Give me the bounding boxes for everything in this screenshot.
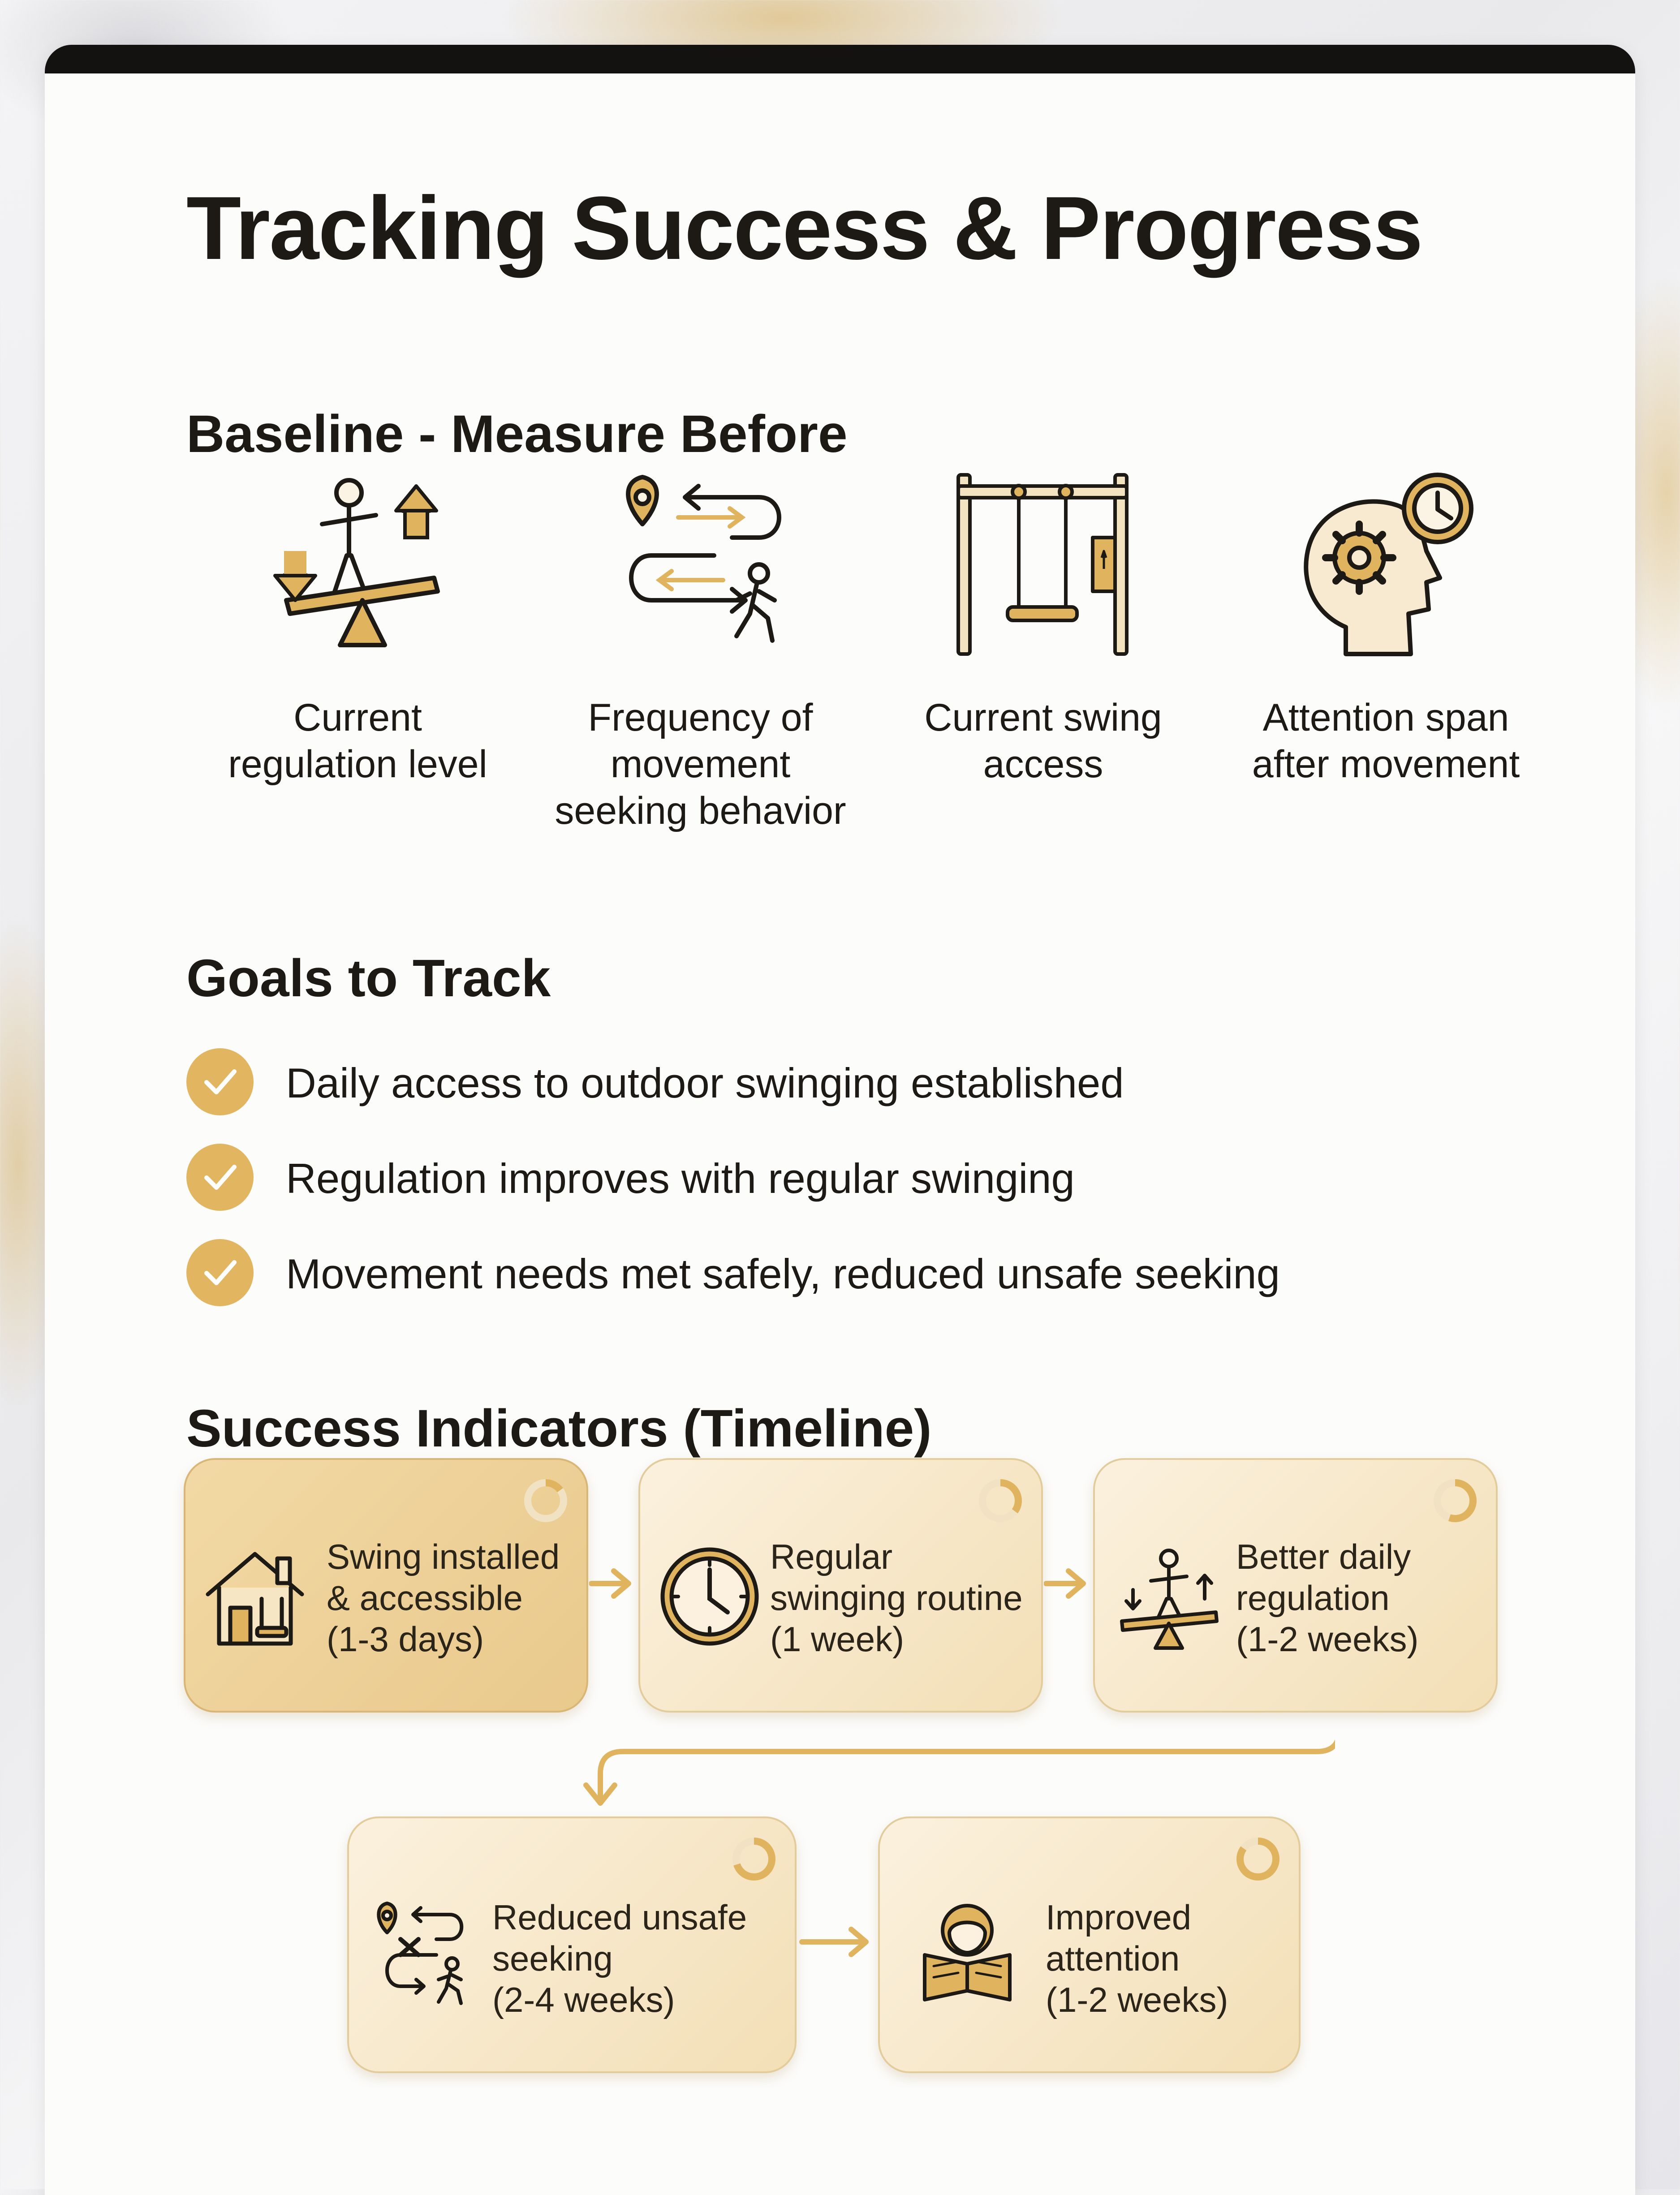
baseline-label: Frequency of movement seeking behavior <box>555 696 846 832</box>
timeline-step-text: Reduced unsafe seeking (2-4 weeks) <box>492 1898 747 2019</box>
check-icon <box>186 1144 254 1211</box>
baseline-item-movement-frequency <box>529 466 872 834</box>
progress-ring <box>521 1476 570 1525</box>
flow-arrow <box>797 1924 874 1960</box>
baseline-item-regulation <box>186 466 529 788</box>
clock-icon <box>654 1541 766 1653</box>
timeline-step-text: Regular swinging routine (1 week) <box>770 1537 1023 1659</box>
check-icon <box>186 1048 254 1115</box>
baseline-item-swing-access <box>872 466 1215 788</box>
flow-arrow <box>1044 1566 1089 1601</box>
unsafe-seeking-reduced-icon <box>369 1897 481 2009</box>
infographic-card <box>45 45 1635 2195</box>
goal-item <box>186 1239 1530 1306</box>
balance-seesaw-icon <box>255 466 461 663</box>
top-bar <box>45 45 1635 73</box>
baseline-item-attention-span <box>1215 466 1557 788</box>
head-gear-clock-icon <box>1283 466 1489 663</box>
timeline-step <box>1093 1458 1498 1713</box>
baseline-grid <box>186 466 1557 869</box>
movement-path-icon <box>598 466 804 663</box>
house-swing-icon <box>199 1541 311 1653</box>
progress-ring <box>1430 1476 1480 1525</box>
goal-text: Daily access to outdoor swinging established <box>286 1059 1124 1106</box>
progress-ring <box>1233 1834 1283 1884</box>
timeline-step-text: Better daily regulation (1-2 weeks) <box>1236 1537 1419 1659</box>
balance-seesaw-icon <box>1113 1541 1225 1653</box>
flow-arrow <box>589 1566 634 1601</box>
page-title: Tracking Success & Progress <box>186 178 1422 278</box>
timeline-step-text: Swing installed & accessible (1-3 days) <box>327 1537 560 1659</box>
baseline-heading: Baseline - Measure Before <box>186 405 848 464</box>
baseline-label: Current swing access <box>924 696 1162 786</box>
baseline-label: Attention span after movement <box>1252 696 1520 786</box>
goal-text: Movement needs met safely, reduced unsafe seeking <box>286 1250 1280 1297</box>
baseline-label: Current regulation level <box>228 696 487 786</box>
swing-set-icon <box>940 466 1146 663</box>
goal-item <box>186 1144 1530 1211</box>
timeline-step <box>184 1458 588 1713</box>
reading-child-icon <box>911 1897 1023 2009</box>
goals-heading: Goals to Track <box>186 949 551 1008</box>
flow-connector-arrow <box>573 1713 1335 1816</box>
timeline-heading: Success Indicators (Timeline) <box>186 1399 932 1458</box>
timeline-step-text: Improved attention (1-2 weeks) <box>1046 1898 1228 2019</box>
progress-ring <box>729 1834 779 1884</box>
progress-ring <box>976 1476 1025 1525</box>
timeline-step <box>638 1458 1043 1713</box>
goal-item <box>186 1048 1530 1115</box>
timeline-step <box>878 1816 1301 2073</box>
goal-text: Regulation improves with regular swinging <box>286 1155 1075 1202</box>
check-icon <box>186 1239 254 1306</box>
timeline-step <box>347 1816 797 2073</box>
